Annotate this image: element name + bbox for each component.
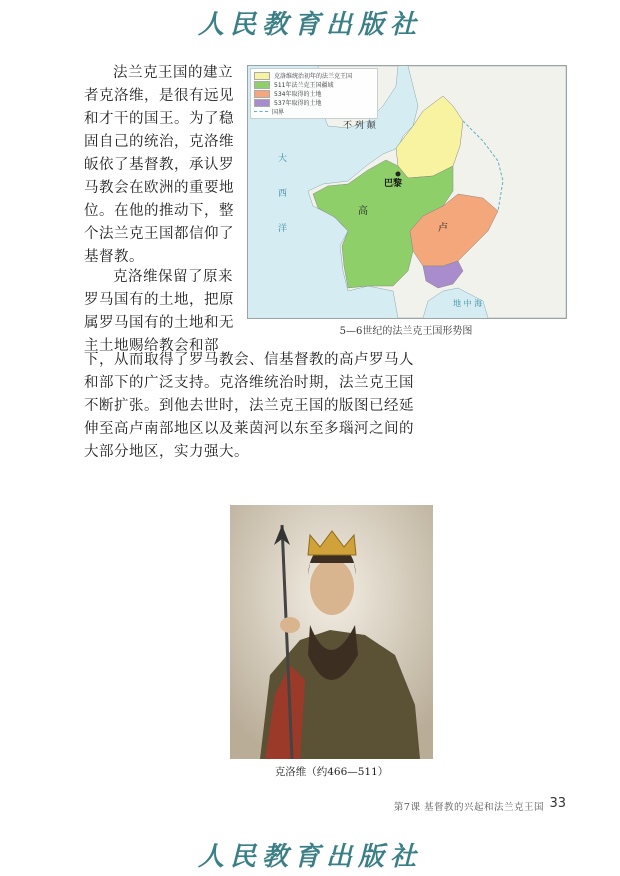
publisher-logo-header: 人民教育出版社	[197, 10, 422, 40]
legend-swatch	[254, 72, 270, 80]
frankish-kingdom-map	[247, 65, 567, 319]
legend-item	[254, 71, 374, 80]
legend-label: 国界	[272, 109, 285, 116]
map-caption: 5—6世纪的法兰克王国形势图	[339, 326, 473, 337]
map-legend	[250, 68, 378, 119]
legend-label: 537年取得的土地	[274, 100, 322, 107]
label-paris: 巴黎	[384, 179, 403, 189]
publisher-logo-footer: 人民教育出版社	[197, 842, 422, 872]
legend-label: 534年取得的土地	[274, 91, 322, 98]
portrait-illustration	[230, 505, 433, 759]
hand	[280, 617, 300, 633]
legend-item	[254, 89, 374, 98]
legend-swatch	[254, 90, 270, 98]
label-britain: 不 列 颠	[343, 121, 376, 131]
label-gaul-1: 高	[358, 206, 368, 217]
legend-item	[254, 80, 374, 89]
label-ocean-2: 西	[278, 189, 288, 199]
face	[310, 559, 354, 615]
portrait-caption: 克洛维（约466—511）	[274, 766, 389, 778]
legend-label: 511年法兰克王国疆域	[274, 82, 334, 89]
paragraph-land-grants-part2: 下，从而取得了罗马教会、信基督教的高卢罗马人和部下的广泛支持。克洛维统治时期，法兰克王国不断扩张。到他去世时，法兰克王国的版图已经延伸至高卢南部地区以及莱茵河以东至多瑙河之间的大部分地区，实力强大。	[84, 352, 414, 460]
label-gaul-2: 卢	[438, 223, 448, 234]
legend-item	[254, 98, 374, 107]
legend-swatch	[254, 81, 270, 89]
paragraph-clovis-intro: 法兰克王国的建立者克洛维，是很有远见和才干的国王。为了稳固自己的统治，克洛维皈依了基督教，承认罗马教会在欧洲的重要地位。在他的推动下，整个法兰克王国都信仰了基督教。	[84, 65, 234, 265]
paris-marker	[396, 172, 401, 177]
legend-border-swatch	[254, 111, 268, 112]
legend-swatch	[254, 99, 270, 107]
clovis-portrait	[230, 505, 433, 759]
label-ocean-1: 大	[278, 154, 288, 164]
label-mediterranean: 地 中 海	[453, 299, 483, 308]
legend-label: 克洛维统治初年的法兰克王国	[274, 73, 353, 80]
label-ocean-3: 洋	[278, 224, 288, 234]
paragraph-land-grants-part1: 克洛维保留了原来罗马国有的土地，把原属罗马国有的土地和无主土地赐给教会和部	[84, 269, 234, 354]
running-footer-title: 第7课 基督教的兴起和法兰克王国	[393, 802, 544, 813]
page-number: 33	[549, 796, 566, 811]
legend-item	[254, 107, 374, 116]
